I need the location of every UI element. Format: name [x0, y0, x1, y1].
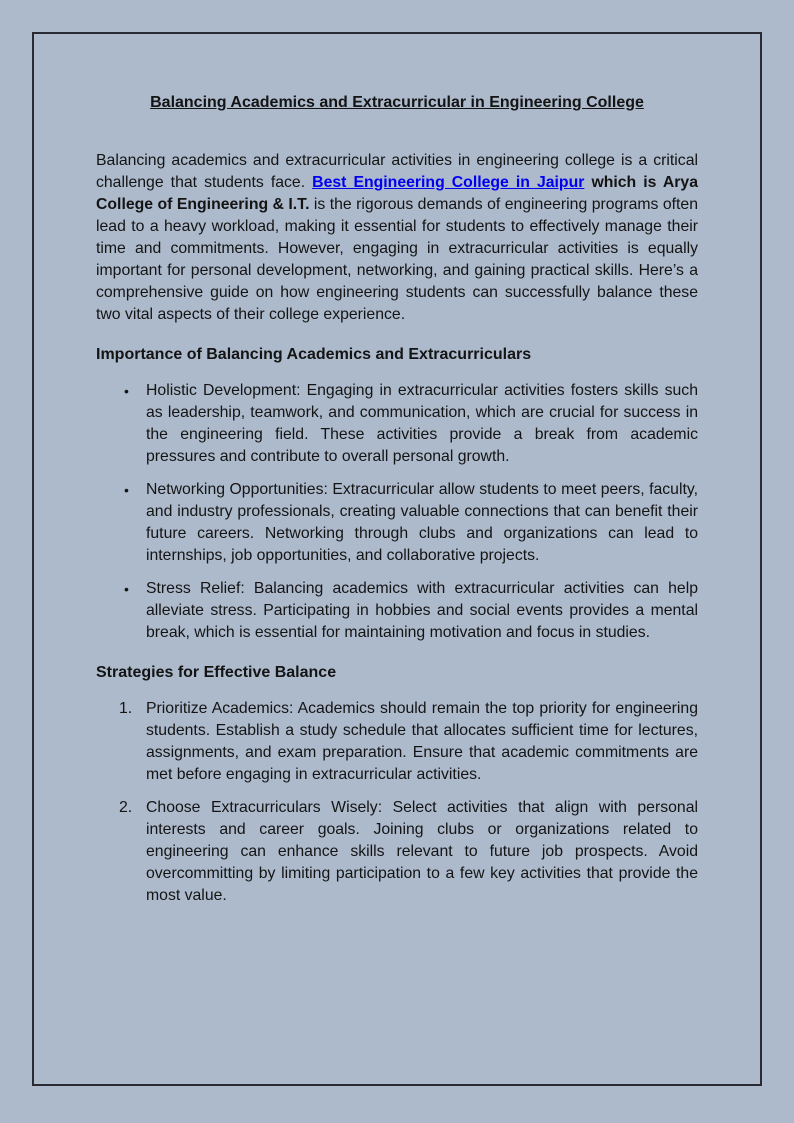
list-item: [96, 380, 698, 468]
list-item: [96, 479, 698, 567]
bullet-icon: •: [124, 581, 129, 597]
list-item-text: Choose Extracurriculars Wisely: Select activities that align with personal interests and career goals. Joining clubs or organizations related to engineering can enhance skills relevant to future job prospects. Avoid overcommitting by limiting participation to a few key activities that provide the most value.: [146, 799, 698, 904]
bullet-icon: •: [124, 383, 129, 399]
list-number-label: 1.: [119, 700, 133, 717]
strategies-numbered-list: [96, 698, 698, 907]
document-title: Balancing Academics and Extracurricular in Engineering College: [150, 94, 644, 111]
list-number-label: 2.: [119, 799, 133, 816]
intro-paragraph: [96, 150, 698, 326]
list-item-text: Holistic Development: Engaging in extracurricular activities fosters skills such as leadership, teamwork, and communication, which are crucial for success in the engineering field. These activities provide a break from academic pressures and contribute to overall personal growth.: [146, 382, 698, 465]
list-item-text: Networking Opportunities: Extracurricular allow students to meet peers, faculty, and industry professionals, creating valuable connections that can benefit their future careers. Networking through clubs and organizations can lead to internships, job opportunities, and collaborative projects.: [146, 481, 698, 564]
bullet-icon: •: [124, 482, 129, 498]
list-item: [96, 797, 698, 907]
list-item-text: Stress Relief: Balancing academics with extracurricular activities can help alleviate stress. Participating in hobbies and social events provides a mental break, which is essential for maintaining motivation and focus in studies.: [146, 580, 698, 641]
intro-text-after-link: is the rigorous demands of engineering programs often lead to a heavy workload, making it essential for students to effectively manage their time and commitments. However, engaging in extracurricular activities is equally important for personal development, networking, and gaining practical skills. Here’s a comprehensive guide on how engineering students can successfully balance these two vital aspects of their college experience.: [96, 196, 698, 323]
intro-text-before-link: Balancing academics and extracurricular activities in engineering college is a critical challenge that students face.: [96, 152, 698, 191]
intro-bold-text: which is Arya College of Engineering & I.T.: [96, 174, 699, 213]
page-border-frame: [32, 32, 762, 1086]
list-item: [96, 698, 698, 786]
document-content: [34, 34, 760, 907]
importance-bullet-list: [96, 380, 698, 644]
section-heading-strategies: Strategies for Effective Balance: [96, 664, 337, 681]
best-engineering-college-link[interactable]: Best Engineering College in Jaipur: [312, 174, 585, 191]
section-heading-importance: Importance of Balancing Academics and Extracurriculars: [96, 346, 532, 363]
list-item-text: Prioritize Academics: Academics should remain the top priority for engineering students. Establish a study schedule that allocates sufficient time for lectures, assignments, and exam preparation. Ensure that academic commitments are met before engaging in extracurricular activities.: [146, 700, 698, 783]
list-item: [96, 578, 698, 644]
